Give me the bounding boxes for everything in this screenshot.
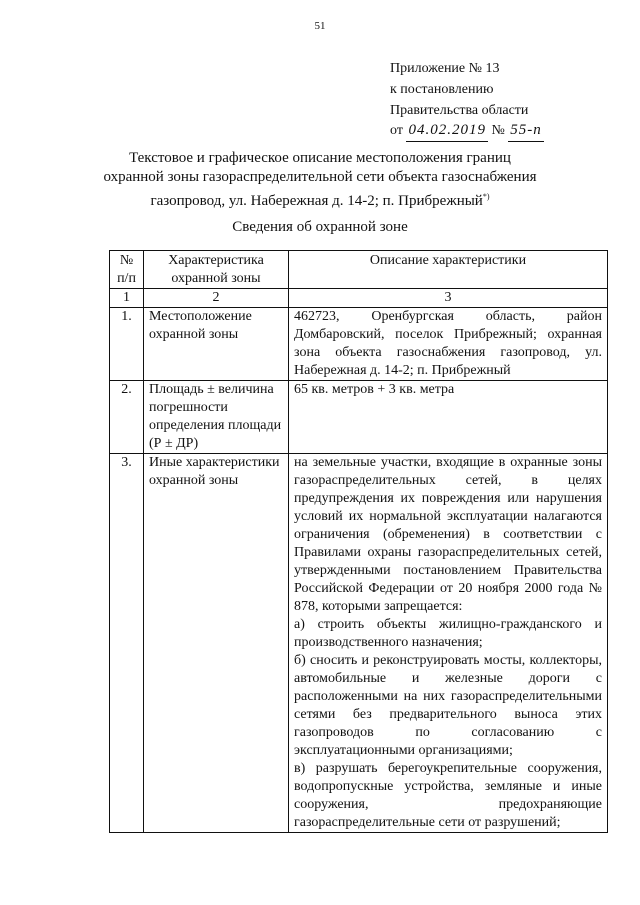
protection-zone-table <box>109 250 608 833</box>
row-characteristic: Площадь ± величина погрешности определения площади (Р ± ДР) <box>144 381 289 454</box>
column-number-3: 3 <box>289 289 608 308</box>
row-number: 1. <box>110 308 144 381</box>
column-number-1: 1 <box>110 289 144 308</box>
row-description <box>289 454 608 833</box>
section-title: Сведения об охранной зоне <box>232 219 408 235</box>
appendix-from-label: от <box>390 123 403 138</box>
row-description: 462723, Оренбургская область, район Домбаровский, поселок Прибрежный; охранная зона объекта газоснабжения газопровод, ул. Набережная д. 14-2; п. Прибрежный <box>289 308 608 381</box>
appendix-line-2: к постановлению <box>390 82 494 97</box>
row-number: 3. <box>110 454 144 833</box>
document-title-line-3 <box>0 187 640 211</box>
appendix-date-line <box>390 120 544 142</box>
row-characteristic: Иные характеристики охранной зоны <box>144 454 289 833</box>
appendix-line-1: Приложение № 13 <box>390 61 500 76</box>
document-title-line-2: охранной зоны газораспределительной сети объекта газоснабжения <box>103 169 537 185</box>
title-line-3-text: газопровод, ул. Набережная д. 14-2; п. Прибрежный <box>150 193 483 209</box>
table-row <box>110 381 608 454</box>
row-description: 65 кв. метров + 3 кв. метра <box>289 381 608 454</box>
row-number: 2. <box>110 381 144 454</box>
row-characteristic: Местоположение охранной зоны <box>144 308 289 381</box>
restriction-item-b: б) сносить и реконструировать мосты, коллекторы, автомобильные и железные дороги с расположенными на них газораспределительными сетями без предварительного выноса этих газопроводов по согласованию с эксплуатационными организациями; <box>294 653 602 758</box>
header-description: Описание характеристики <box>289 251 608 289</box>
restriction-item-c: в) разрушать берегоукрепительные сооружения, водопропускные устройства, земляные и иные сооружения, предохраняющие газораспределительные сети от разрушений; <box>294 761 602 830</box>
handwritten-number: 55-п <box>508 120 544 142</box>
table-column-numbers-row <box>110 289 608 308</box>
appendix-line-3: Правительства области <box>390 103 529 118</box>
page-number: 51 <box>314 20 326 32</box>
header-number: № п/п <box>110 251 144 289</box>
table-header-row <box>110 251 608 289</box>
document-title-line-1: Текстовое и графическое описание местоположения границ <box>129 150 511 166</box>
column-number-2: 2 <box>144 289 289 308</box>
handwritten-date: 04.02.2019 <box>406 120 488 142</box>
restriction-intro: на земельные участки, входящие в охранные зоны газораспределительных сетей, в целях предупреждения их повреждения или нарушения условий их нормальной эксплуатации налагаются ограничения (обременения) в соответствии с Правилами охраны газораспределительных сетей, утвержденными постановлением Правительства Российской Федерации от 20 ноября 2000 года № 878, которыми запрещается: <box>294 455 602 614</box>
table-row <box>110 308 608 381</box>
appendix-no-label: № <box>491 123 505 138</box>
header-characteristic: Характеристика охранной зоны <box>144 251 289 289</box>
table-row <box>110 454 608 833</box>
restriction-item-a: а) строить объекты жилищно-гражданского и производственного назначения; <box>294 617 602 650</box>
footnote-mark: *) <box>482 192 490 201</box>
